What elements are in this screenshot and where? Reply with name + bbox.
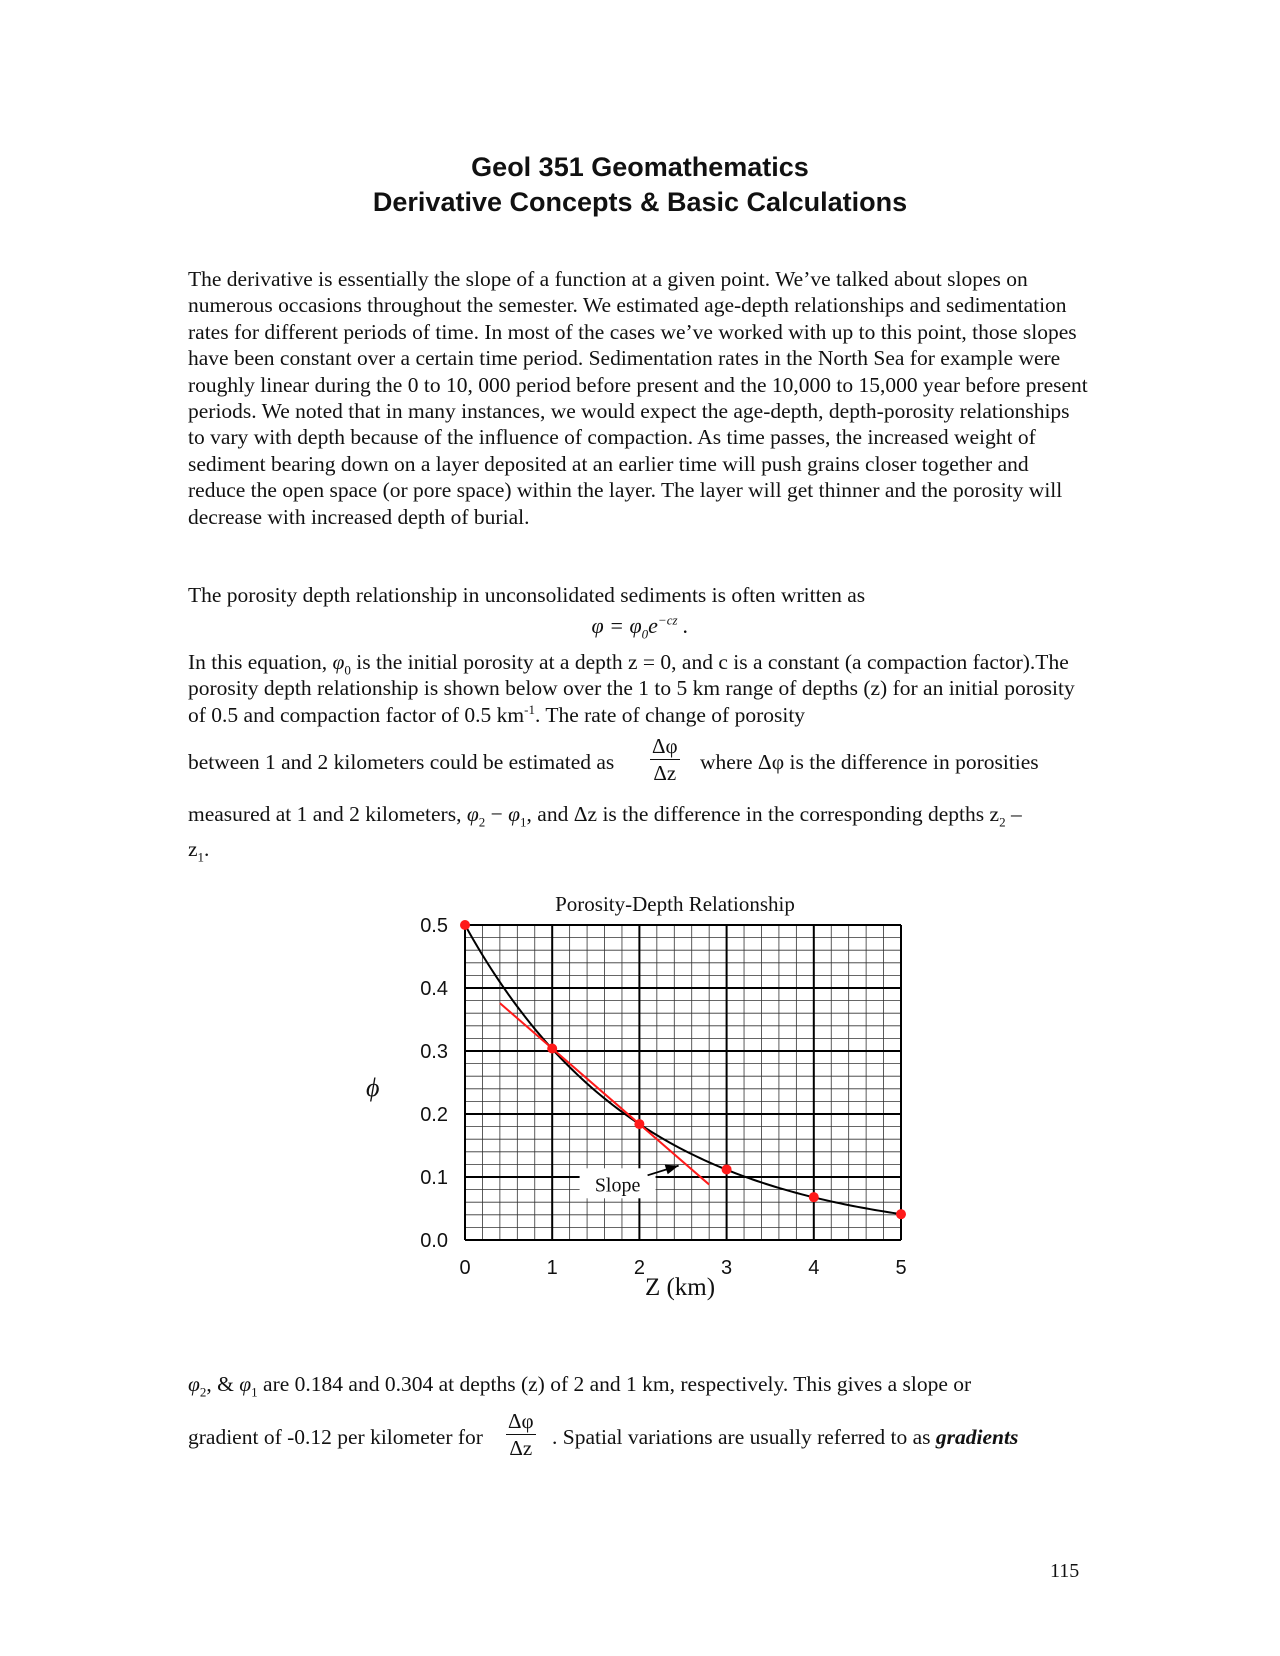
result-line: $\varphi_2$, & $\varphi_1$ are 0.184 and 0.304 at depths (z) of 2 and 1 km, respectively. This gives a slope or [188, 1372, 972, 1400]
y-tick-label: 0.1 [420, 1167, 448, 1189]
x-tick-label: 4 [808, 1257, 820, 1279]
x-tick-label: 1 [546, 1257, 558, 1279]
z1-line: $z_1$. [188, 837, 210, 865]
porosity-curve [465, 925, 901, 1214]
minor-grid [465, 925, 901, 1240]
document-title: Derivative Concepts & Basic Calculations [372, 187, 908, 217]
data-point [896, 1209, 906, 1219]
gradient-fraction: $\frac{\Delta\varphi}{\Delta z}$ [508, 1409, 534, 1460]
course-title: Geol 351 Geomathematics [471, 152, 809, 182]
data-point [722, 1164, 732, 1174]
x-tick-label: 2 [633, 1257, 645, 1279]
y-axis-label: ϕ [366, 1073, 380, 1102]
x-axis-label: Z (km) [644, 1274, 716, 1301]
major-grid [465, 925, 901, 1240]
y-tick-label: 0.3 [420, 1041, 448, 1063]
equation-explanation-paragraph: In this equation, $\varphi_0$ is the initial porosity at a depth z = 0, and c is a constant (a compaction factor).The porosity depth relationship is shown below over the 1 to 5 km range of depths (z) for an initial porosity of 0.5 and compaction factor of 0.5 $km^{-1}$. The rate of change of porosity [188, 650, 1075, 727]
rate-estimate-line: between 1 and 2 kilometers could be estimated as [188, 750, 615, 774]
x-tick-label: 0 [459, 1257, 471, 1279]
y-tick-label: 0.0 [420, 1230, 448, 1252]
y-tick-label: 0.5 [420, 915, 448, 937]
intro-paragraph: The derivative is essentially the slope of a function at a given point. We’ve talked about slopes on numerous occasions throughout the semester. We estimated age-depth relationships and sedimentation rates for different periods of time. In most of the cases we’ve worked with up to this point, those slopes have been constant over a certain time period. Sedimentation rates in the North Sea for example were roughly linear during the 0 to 10, 000 period before present and the 10,000 to 15,000 year before present periods. We noted that in many instances, we would expect the age-depth, depth-porosity relationships to vary with depth because of the influence of compaction. As time passes, the increased weight of sediment bearing down on a layer deposited at an earlier time will push grains closer together and reduce the open space (or pore space) within the layer. The layer will get thinner and the porosity will decrease with increased depth of burial. [188, 267, 1088, 529]
slope-label: Slope [594, 1174, 641, 1197]
porosity-intro-paragraph: The porosity depth relationship in unconsolidated sediments is often written as [188, 583, 866, 607]
data-point [634, 1119, 644, 1129]
gradient-line: gradient of -0.12 per kilometer for [188, 1425, 483, 1449]
slope-arrow-head [665, 1165, 679, 1175]
gradients-term: gradients [935, 1425, 1019, 1449]
gradient-explanation: . Spatial variations are usually referred to as gradients [552, 1425, 1019, 1449]
data-point [809, 1192, 819, 1202]
tick-labels [420, 915, 906, 1279]
chart-title: Porosity-Depth Relationship [555, 892, 795, 916]
data-point [547, 1043, 557, 1053]
page-number: 115 [1050, 1560, 1080, 1582]
delta-explanation: where Δφ is the difference in porosities [700, 750, 1039, 774]
difference-definition-line: measured at 1 and 2 kilometers, $\varphi_2 - \varphi_1$, and Δz is the difference in the corresponding depths $z_2$ – [188, 802, 1022, 830]
slope-annotation [580, 1165, 679, 1199]
x-tick-label: 5 [895, 1257, 907, 1279]
y-tick-label: 0.4 [420, 978, 448, 1000]
x-tick-label: 3 [721, 1257, 733, 1279]
data-points [460, 920, 906, 1219]
data-point [460, 920, 470, 930]
y-tick-label: 0.2 [420, 1104, 448, 1126]
delta-fraction: $\frac{\Delta\varphi}{\Delta z}$ [652, 734, 678, 785]
porosity-equation: $\varphi = \varphi_0e^{-cz}$ . [591, 612, 689, 642]
